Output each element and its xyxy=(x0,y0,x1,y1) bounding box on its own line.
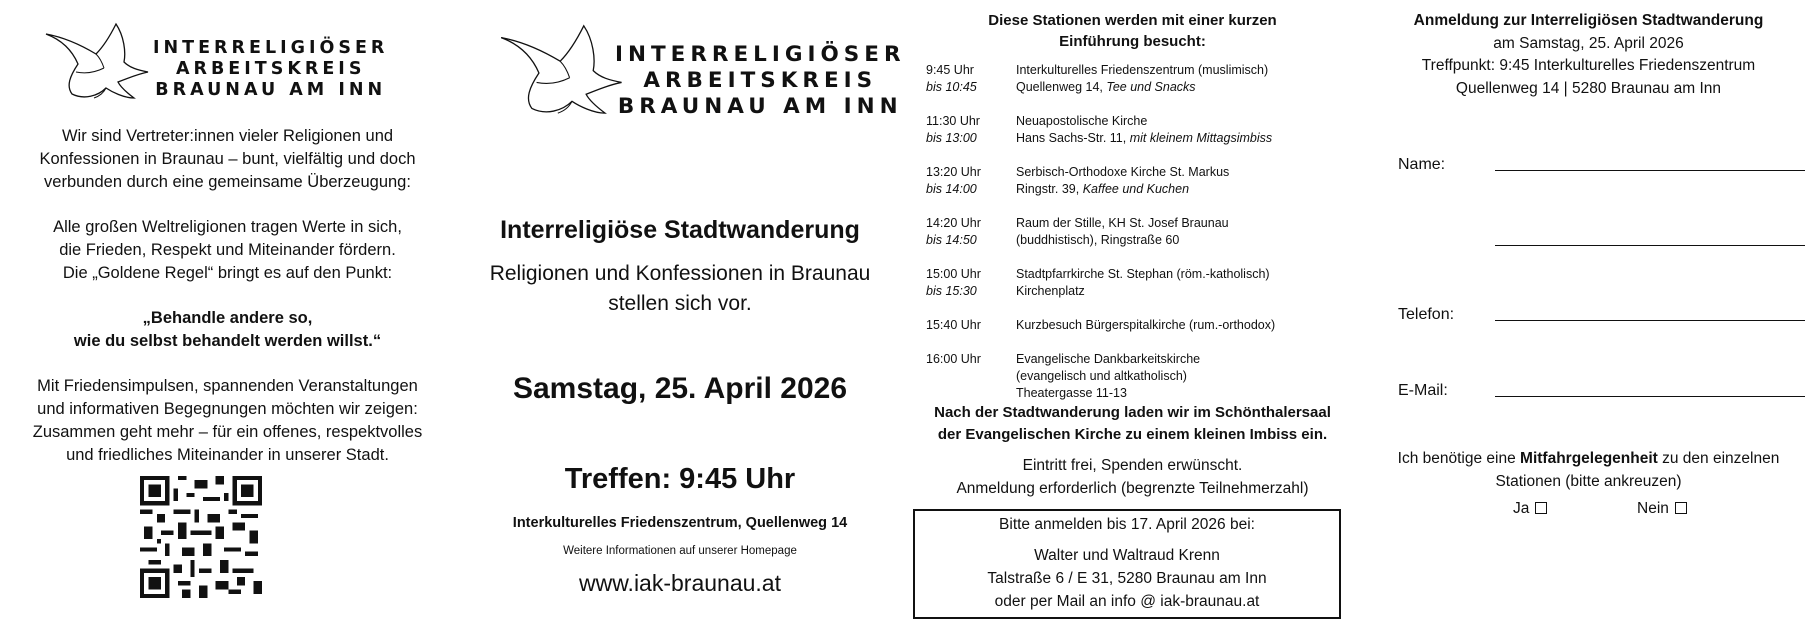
intro-line: Wir sind Vertreter:innen vieler Religionen und xyxy=(61,127,394,145)
values-line: die Frieden, Respekt und Miteinander fördern. xyxy=(59,241,396,259)
name-field-line-2[interactable] xyxy=(1495,245,1805,246)
closing-text xyxy=(0,375,455,467)
phone-field[interactable] xyxy=(1495,320,1805,321)
intro-text xyxy=(0,125,455,194)
ride-text: Ich benötige eine xyxy=(1397,450,1521,467)
more-info-text: Weitere Informationen auf unserer Homepage xyxy=(563,545,797,557)
form-date: am Samstag, 25. April 2026 xyxy=(1493,34,1684,52)
ride-yes-option[interactable] xyxy=(1513,500,1547,518)
meeting-time: Treffen: 9:45 Uhr xyxy=(564,463,796,495)
closing-line: Zusammen geht mehr – für ein offenes, respektvolles xyxy=(32,423,423,441)
name-label: Name: xyxy=(1398,156,1446,173)
station-until: bis 14:50 xyxy=(926,233,977,247)
website-link[interactable]: www.iak-braunau.at xyxy=(579,570,781,596)
station-address: (buddhistisch), Ringstraße 60 xyxy=(1016,233,1180,247)
registration-box xyxy=(913,509,1341,619)
station-denomination: (evangelisch und altkatholisch) xyxy=(1016,369,1187,383)
station-row xyxy=(926,351,1275,402)
logo-line-1: INTERRELIGIÖSER xyxy=(615,42,906,67)
station-name: Neuapostolische Kirche xyxy=(1016,114,1148,128)
panel-schedule xyxy=(905,0,1360,629)
station-row xyxy=(926,113,1275,164)
logo-text xyxy=(153,38,388,101)
station-row xyxy=(926,164,1275,215)
contact-name: Walter und Waltraud Krenn xyxy=(1034,547,1220,564)
station-name: Stadtpfarrkirche St. Stephan (röm.-katholisch) xyxy=(1016,267,1270,281)
yes-checkbox[interactable] xyxy=(1535,502,1547,514)
station-time: 9:45 Uhr xyxy=(926,63,974,77)
email-field[interactable] xyxy=(1495,396,1805,397)
station-address: Hans Sachs-Str. 11, xyxy=(1016,131,1130,145)
station-address: Kirchenplatz xyxy=(1016,284,1085,298)
heading-line: Diese Stationen werden mit einer kurzen xyxy=(988,12,1277,29)
values-text xyxy=(0,216,455,285)
ride-keyword: Mitfahrgelegenheit xyxy=(1520,450,1658,467)
station-until: bis 13:00 xyxy=(926,131,977,145)
heading-line: Einführung besucht: xyxy=(1059,33,1206,50)
intro-line: verbunden durch eine gemeinsame Überzeugung: xyxy=(44,173,411,191)
station-address: Quellenweg 14, xyxy=(1016,80,1107,94)
event-title: Interreligiöse Stadtwanderung xyxy=(500,216,860,244)
no-label: Nein xyxy=(1637,500,1669,517)
station-name: Raum der Stille, KH St. Josef Braunau xyxy=(1016,216,1229,230)
form-heading xyxy=(1360,10,1817,100)
admission-line: Eintritt frei, Spenden erwünscht. xyxy=(1022,457,1243,474)
logo-line-2: ARBEITSKREIS xyxy=(175,59,366,79)
event-date: Samstag, 25. April 2026 xyxy=(512,372,848,405)
qr-code-icon[interactable] xyxy=(140,476,262,598)
panel-registration-form xyxy=(1360,0,1817,629)
station-name: Kurzbesuch Bürgerspitalkirche (rum.-orthodox) xyxy=(1016,318,1276,332)
logo-line-1: INTERRELIGIÖSER xyxy=(153,38,389,58)
form-title: Anmeldung zur Interreligiösen Stadtwanderung xyxy=(1413,12,1764,29)
logo-line-3: BRAUNAU AM INN xyxy=(617,93,903,119)
station-time: 15:00 Uhr xyxy=(926,267,981,281)
email-label: E-Mail: xyxy=(1398,382,1448,399)
after-line: Nach der Stadtwanderung laden wir im Schönthalersaal xyxy=(934,404,1331,421)
station-row xyxy=(926,317,1275,351)
register-deadline: Bitte anmelden bis 17. April 2026 bei: xyxy=(999,516,1255,533)
station-name: Evangelische Dankbarkeitskirche xyxy=(1016,352,1201,366)
form-meeting-point: Treffpunkt: 9:45 Interkulturelles Friedenszentrum xyxy=(1421,57,1756,74)
station-address: Theatergasse 11-13 xyxy=(1016,386,1127,400)
station-until: bis 15:30 xyxy=(926,284,977,298)
after-line: der Evangelischen Kirche zu einem kleinen Imbiss ein. xyxy=(937,426,1328,443)
values-line: Alle großen Weltreligionen tragen Werte in sich, xyxy=(53,218,402,236)
closing-line: und friedliches Miteinander in unserer Stadt. xyxy=(66,446,389,464)
station-note: mit kleinem Mittagsimbiss xyxy=(1129,131,1273,145)
logo-line-2: ARBEITSKREIS xyxy=(643,67,878,93)
station-list xyxy=(926,62,1275,402)
station-until: bis 14:00 xyxy=(926,182,977,196)
ride-request-text xyxy=(1360,447,1817,493)
phone-label: Telefon: xyxy=(1398,306,1455,323)
station-time: 14:20 Uhr xyxy=(926,216,981,230)
station-row xyxy=(926,266,1275,317)
panel-cover xyxy=(455,0,905,629)
no-checkbox[interactable] xyxy=(1675,502,1687,514)
intro-line: Konfessionen in Braunau – bunt, vielfältig und doch xyxy=(39,150,416,168)
contact-address: Talstraße 6 / E 31, 5280 Braunau am Inn xyxy=(987,570,1267,587)
event-subtitle-2: stellen sich vor. xyxy=(608,292,752,315)
golden-rule xyxy=(0,307,455,353)
station-address: Ringstr. 39, xyxy=(1016,182,1083,196)
yes-label: Ja xyxy=(1513,500,1530,517)
rule-line: wie du selbst behandelt werden willst.“ xyxy=(73,332,382,350)
panel-mission xyxy=(0,0,455,629)
ride-instruction: Stationen (bitte ankreuzen) xyxy=(1495,473,1682,490)
station-time: 16:00 Uhr xyxy=(926,352,981,366)
station-row xyxy=(926,215,1275,266)
form-address: Quellenweg 14 | 5280 Braunau am Inn xyxy=(1455,79,1722,97)
meeting-venue: Interkulturelles Friedenszentrum, Quellenweg 14 xyxy=(512,515,848,531)
station-until: bis 10:45 xyxy=(926,80,977,94)
station-time: 13:20 Uhr xyxy=(926,165,981,179)
closing-line: Mit Friedensimpulsen, spannenden Veranstaltungen xyxy=(37,377,418,395)
after-walk-note xyxy=(905,402,1360,446)
rule-line: „Behandle andere so, xyxy=(142,309,313,327)
closing-line: und informativen Begegnungen möchten wir zeigen: xyxy=(37,400,418,418)
station-row xyxy=(926,62,1275,113)
ride-no-option[interactable] xyxy=(1637,500,1687,518)
event-subtitle-1: Religionen und Konfessionen in Braunau xyxy=(489,262,871,285)
station-note: Kaffee und Kuchen xyxy=(1082,182,1190,196)
logo-line-3: BRAUNAU AM INN xyxy=(155,80,387,100)
logo-text xyxy=(615,42,906,119)
contact-email: oder per Mail an info @ iak-braunau.at xyxy=(994,593,1260,610)
name-field[interactable] xyxy=(1495,170,1805,171)
dove-icon xyxy=(40,14,150,114)
admission-note xyxy=(905,454,1360,500)
admission-line: Anmeldung erforderlich (begrenzte Teilnehmerzahl) xyxy=(956,480,1309,497)
ride-text: zu den einzelnen xyxy=(1657,450,1780,467)
station-time: 15:40 Uhr xyxy=(926,318,981,332)
values-line: Die „Goldene Regel“ bringt es auf den Punkt: xyxy=(62,264,393,282)
schedule-heading xyxy=(905,10,1360,52)
station-name: Interkulturelles Friedenszentrum (muslimisch) xyxy=(1016,63,1269,77)
station-note: Tee und Snacks xyxy=(1106,80,1196,94)
station-name: Serbisch-Orthodoxe Kirche St. Markus xyxy=(1016,165,1230,179)
station-time: 11:30 Uhr xyxy=(926,114,980,128)
